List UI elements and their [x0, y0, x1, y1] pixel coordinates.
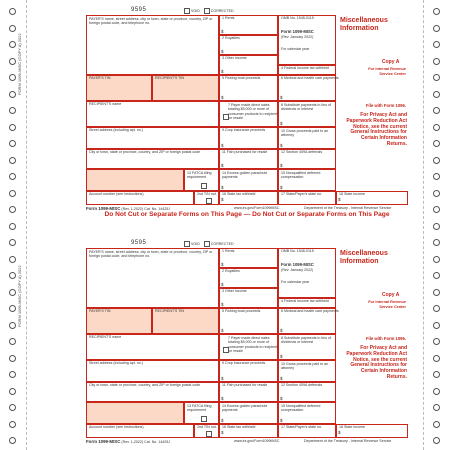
box-11-fish-resale[interactable]: 11 Fish purchased for resale $: [219, 382, 278, 402]
box-7-direct-sales[interactable]: 7 Payer made direct sales totaling $5,000 or more of consumer products to recipient for resale: [219, 101, 278, 127]
direct-sales-checkbox[interactable]: [223, 347, 229, 353]
box-18-state-income[interactable]: 18 State income $: [336, 191, 408, 205]
tractor-hole: [433, 223, 440, 230]
blank-shaded-box: [86, 169, 184, 191]
file-with: File with Form 1096.: [365, 103, 406, 108]
tractor-hole: [433, 58, 440, 65]
tractor-hole: [9, 41, 16, 48]
tractor-hole: [433, 107, 440, 114]
tractor-hole: [433, 157, 440, 164]
box-16-state-tax[interactable]: 16 State tax withheld $: [219, 191, 278, 205]
box-12-409a[interactable]: 12 Section 409A deferrals $: [278, 382, 336, 402]
copy-label: Copy A: [382, 59, 400, 65]
tractor-hole: [433, 91, 440, 98]
box-3-other-income[interactable]: 3 Other income $: [219, 55, 278, 75]
box-5-fishing[interactable]: 5 Fishing boat proceeds $: [219, 75, 278, 101]
tractor-hole: [9, 338, 16, 345]
payer-name-box[interactable]: PAYER'S name, street address, city or town, state or province, country, ZIP or foreign postal code, and telephone no.: [86, 15, 219, 75]
tractor-hole: [433, 305, 440, 312]
tractor-hole: [433, 371, 440, 378]
tractor-hole: [9, 322, 16, 329]
street-address-box[interactable]: Street address (including apt. no.): [86, 127, 219, 149]
void-checkbox[interactable]: [184, 8, 190, 14]
tractor-hole: [9, 107, 16, 114]
form-title: Miscellaneous Information: [340, 17, 388, 32]
tractor-hole: [433, 289, 440, 296]
tractor-hole: [9, 256, 16, 263]
box-8-substitute[interactable]: 8 Substitute payments in lieu of dividends or interest $: [278, 101, 336, 127]
box-6-medical[interactable]: 6 Medical and health care payments $: [280, 76, 339, 100]
direct-sales-checkbox[interactable]: [223, 114, 229, 120]
tractor-hole: [9, 206, 16, 213]
form-code: 9595: [131, 240, 147, 246]
tractor-hole: [9, 355, 16, 362]
recipient-tin-box[interactable]: RECIPIENT'S TIN: [152, 308, 219, 334]
tractor-hole: [433, 421, 440, 428]
box-15-nonqual[interactable]: 15 Nonqualified deferred compensation $: [278, 402, 336, 424]
payer-name-box[interactable]: PAYER'S name, street address, city or town, state or province, country, ZIP or foreign postal code, and telephone no.: [86, 248, 219, 308]
form-code: 9595: [131, 7, 147, 13]
box-9-crop[interactable]: 9 Crop insurance proceeds $: [219, 127, 278, 149]
recipient-tin-box[interactable]: RECIPIENT'S TIN: [152, 75, 219, 101]
tractor-hole: [433, 124, 440, 131]
tin-notice-box[interactable]: 2nd TIN not.: [194, 191, 219, 205]
account-number-box[interactable]: Account number (see instructions): [86, 424, 194, 438]
tractor-hole: [9, 272, 16, 279]
tractor-hole: [433, 322, 440, 329]
tractor-hole: [433, 25, 440, 32]
checkbox-row: VOID CORRECTED: [181, 8, 234, 14]
right-tractor-strip: [423, 0, 450, 450]
form-footer: Form 1099-MISC (Rev. 1-2022) Cat. No. 14425J: [86, 439, 171, 444]
tractor-hole: [9, 124, 16, 131]
box-2-royalties[interactable]: 2 Royalties $: [219, 35, 278, 55]
tin-notice-box[interactable]: 2nd TIN not.: [194, 424, 219, 438]
void-checkbox[interactable]: [184, 241, 190, 247]
tractor-hole: [433, 256, 440, 263]
tin-notice-checkbox[interactable]: [206, 198, 212, 204]
tractor-hole: [433, 404, 440, 411]
footer-dept: Department of the Treasury - Internal Revenue Service: [304, 206, 392, 210]
tractor-hole: [9, 289, 16, 296]
city-box[interactable]: City or town, state or province, country, and ZIP or foreign postal code: [86, 149, 219, 169]
tractor-hole: [9, 223, 16, 230]
tractor-hole: [9, 388, 16, 395]
box-17-state-payer[interactable]: 17 State/Payer's state no.: [278, 424, 336, 438]
side-form-label-2: FORM 1099-MISC (COPY A) 2022: [17, 265, 22, 327]
box-12-409a[interactable]: 12 Section 409A deferrals $: [278, 149, 336, 169]
form-footer: Form 1099-MISC (Rev. 1-2022) Cat. No. 14425J: [86, 206, 171, 211]
box-9-crop[interactable]: 9 Crop insurance proceeds $: [219, 360, 278, 382]
account-number-box[interactable]: Account number (see instructions): [86, 191, 194, 205]
tractor-hole: [433, 206, 440, 213]
footer-url: www.irs.gov/Form1099MISC: [234, 206, 280, 210]
file-with: File with Form 1096.: [365, 336, 406, 341]
box-6-medical[interactable]: 6 Medical and health care payments $: [280, 309, 339, 333]
checkbox-row: VOID CORRECTED: [181, 241, 234, 247]
box-15-nonqual[interactable]: 15 Nonqualified deferred compensation $: [278, 169, 336, 191]
copy-label: Copy A: [382, 292, 400, 298]
box-1-rents[interactable]: 1 Rents $: [219, 15, 278, 35]
blank-shaded-box: [86, 402, 184, 424]
box-4-fed-tax[interactable]: 4 Federal income tax withheld: [278, 298, 336, 308]
fatca-checkbox[interactable]: [201, 183, 207, 189]
tractor-hole: [9, 437, 16, 444]
form-1099-misc-bottom: [86, 238, 408, 443]
form-title: Miscellaneous Information: [340, 250, 388, 265]
tractor-hole: [9, 421, 16, 428]
tractor-hole: [433, 272, 440, 279]
tractor-hole: [433, 74, 440, 81]
tractor-hole: [9, 91, 16, 98]
tractor-hole: [9, 25, 16, 32]
tractor-hole: [433, 239, 440, 246]
payer-tin-box[interactable]: PAYER'S TIN: [86, 75, 152, 101]
box-14-golden[interactable]: 14 Excess golden parachute payments $: [219, 169, 278, 191]
box-7-direct-sales[interactable]: 7 Payer made direct sales totaling $5,000 or more of consumer products to recipient for resale: [219, 334, 278, 360]
tractor-hole: [9, 173, 16, 180]
box-13-fatca[interactable]: 13 FATCA filing requirement: [184, 402, 219, 424]
box-16-state-tax[interactable]: 16 State tax withheld $: [219, 424, 278, 438]
tractor-hole: [9, 404, 16, 411]
tractor-hole: [9, 190, 16, 197]
cut-notice: Do Not Cut or Separate Forms on This Page — Do Not Cut or Separate Forms on This Page: [104, 211, 390, 218]
tractor-hole: [9, 74, 16, 81]
copy-for: For Internal Revenue Service Center: [368, 67, 406, 76]
tractor-hole: [9, 371, 16, 378]
side-form-label: FORM 1099-MISC (COPY A) 2022: [17, 33, 22, 95]
box-18-state-income[interactable]: 18 State income $: [336, 424, 408, 438]
recipient-name-box[interactable]: RECIPIENT'S name: [86, 101, 219, 127]
fatca-checkbox[interactable]: [201, 416, 207, 422]
tractor-hole: [9, 157, 16, 164]
box-5-fishing[interactable]: 5 Fishing boat proceeds $: [219, 308, 278, 334]
box-10-attorney[interactable]: 10 Gross proceeds paid to an attorney $: [278, 360, 336, 382]
copy-for: For Internal Revenue Service Center: [368, 300, 406, 309]
box-13-fatca[interactable]: 13 FATCA filing requirement: [184, 169, 219, 191]
box-8-substitute[interactable]: 8 Substitute payments in lieu of dividends or interest $: [278, 334, 336, 360]
recipient-name-box[interactable]: RECIPIENT'S name: [86, 334, 219, 360]
tractor-hole: [433, 41, 440, 48]
box-4-fed-tax[interactable]: 4 Federal income tax withheld: [278, 65, 336, 75]
tractor-hole: [9, 58, 16, 65]
tractor-hole: [433, 388, 440, 395]
corrected-checkbox[interactable]: [204, 8, 210, 14]
tractor-hole: [9, 239, 16, 246]
left-tractor-strip: [0, 0, 27, 450]
omb-box: OMB No. 1545-0115 Form 1099-MISC (Rev. January 2022) For calendar year: [278, 248, 336, 298]
tractor-hole: [433, 190, 440, 197]
city-box[interactable]: City or town, state or province, country, and ZIP or foreign postal code: [86, 382, 219, 402]
tractor-hole: [433, 437, 440, 444]
tractor-hole: [433, 140, 440, 147]
tractor-hole: [9, 140, 16, 147]
box-10-attorney[interactable]: 10 Gross proceeds paid to an attorney $: [278, 127, 336, 149]
tractor-hole: [433, 173, 440, 180]
box-17-state-payer[interactable]: 17 State/Payer's state no.: [278, 191, 336, 205]
footer-dept: Department of the Treasury - Internal Revenue Service: [304, 439, 392, 443]
tin-notice-checkbox[interactable]: [206, 431, 212, 437]
box-14-golden[interactable]: 14 Excess golden parachute payments $: [219, 402, 278, 424]
tractor-hole: [9, 305, 16, 312]
payer-tin-box[interactable]: PAYER'S TIN: [86, 308, 152, 334]
street-address-box[interactable]: Street address (including apt. no.): [86, 360, 219, 382]
footer-url: www.irs.gov/Form1099MISC: [234, 439, 280, 443]
omb-box: OMB No. 1545-0115 Form 1099-MISC (Rev. January 2022) For calendar year: [278, 15, 336, 65]
tractor-hole: [433, 355, 440, 362]
box-2-royalties[interactable]: 2 Royalties $: [219, 268, 278, 288]
box-3-other-income[interactable]: 3 Other income $: [219, 288, 278, 308]
box-1-rents[interactable]: 1 Rents $: [219, 248, 278, 268]
tractor-hole: [433, 8, 440, 15]
tractor-hole: [9, 8, 16, 15]
corrected-checkbox[interactable]: [204, 241, 210, 247]
privacy-notice: For Privacy Act and Paperwork Reduction Act Notice, see the current General Instructions for Certain Information Returns.: [346, 112, 407, 147]
tractor-hole: [433, 338, 440, 345]
box-11-fish-resale[interactable]: 11 Fish purchased for resale $: [219, 149, 278, 169]
privacy-notice: For Privacy Act and Paperwork Reduction Act Notice, see the current General Instructions for Certain Information Returns.: [346, 345, 407, 380]
form-1099-misc-top: [86, 5, 408, 210]
